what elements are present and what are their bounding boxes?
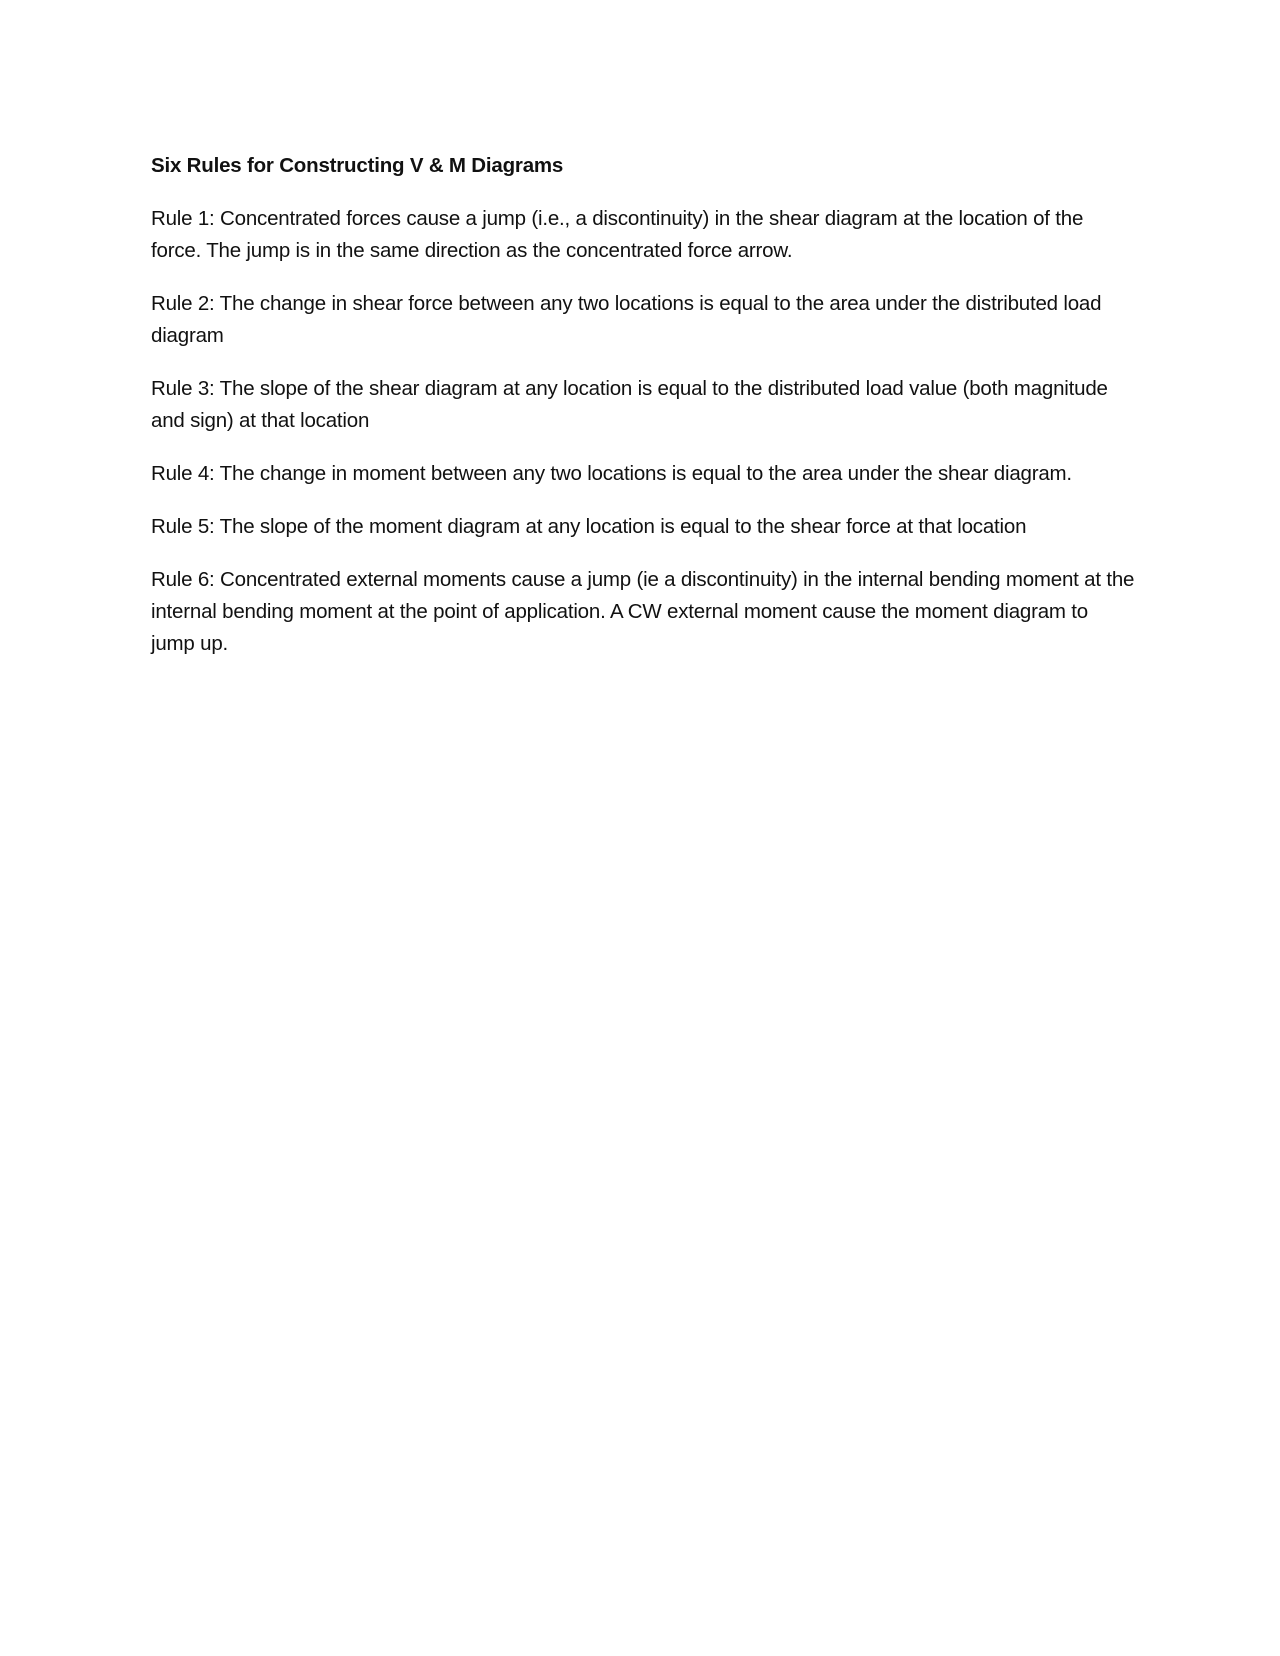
rule-6: Rule 6: Concentrated external moments cause a jump (ie a discontinuity) in the internal bending moment at the internal bending moment at the point of application. A CW external moment cause the moment diagram to jump up. — [151, 568, 1135, 655]
rule-1: Rule 1: Concentrated forces cause a jump (i.e., a discontinuity) in the shear diagram at the location of the force. The jump is in the same direction as the concentrated force arrow. — [151, 207, 1084, 262]
rule-5: Rule 5: The slope of the moment diagram at any location is equal to the shear force at that location — [151, 515, 1027, 538]
rule-2: Rule 2: The change in shear force between any two locations is equal to the area under the distributed load diagram — [151, 292, 1102, 347]
rule-3: Rule 3: The slope of the shear diagram at any location is equal to the distributed load value (both magnitude and sign) at that location — [151, 377, 1108, 432]
document-body — [151, 150, 1136, 681]
rule-4: Rule 4: The change in moment between any two locations is equal to the area under the shear diagram. — [151, 462, 1072, 485]
document-title: Six Rules for Constructing V & M Diagrams — [151, 154, 564, 177]
